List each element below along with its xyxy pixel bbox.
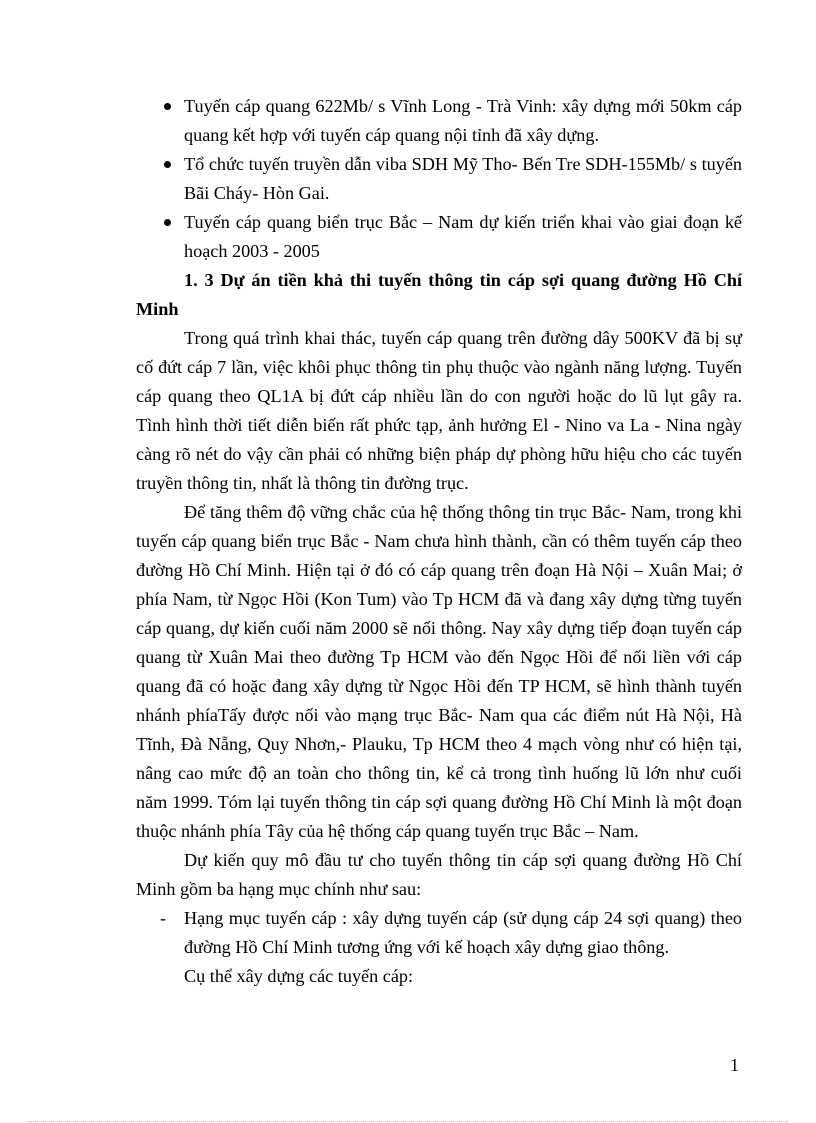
paragraph: Trong quá trình khai thác, tuyến cáp quang trên đường dây 500KV đã bị sự cố đứt cáp 7 lần, việc khôi phục thông tin phụ thuộc vào ngành năng lượng. Tuyến cáp quang theo QL1A bị đứt cáp nhiều lần do con người hoặc do lũ lụt gây ra. Tình hình thời tiết diễn biến rất phức tạp, ảnh hưởng El - Nino va La - Nina ngày càng rõ nét do vậy cần phải có những biện pháp dự phòng hữu hiệu cho các tuyến truyền thông tin, nhất là thông tin đường trục. [136,328,742,493]
bullet-text: Tuyến cáp quang 622Mb/ s Vĩnh Long - Trà Vinh: xây dựng mới 50km cáp quang kết hợp với tuyến cáp quang nội tỉnh đã xây dựng. [184,96,742,145]
bullet-dot-icon [164,103,171,110]
section-heading: 1. 3 Dự án tiền khả thi tuyến thông tin cáp sợi quang đường Hồ Chí Minh [136,270,742,319]
sub-line: Cụ thể xây dựng các tuyến cáp: [184,966,414,986]
bullet-item [136,208,742,266]
page-bottom-rule [28,1121,788,1122]
page-content [136,92,742,991]
bullet-dot-icon [164,219,171,226]
dash-item-text: Hạng mục tuyến cáp : xây dựng tuyến cáp (sử dụng cáp 24 sợi quang) theo đường Hồ Chí Minh tương ứng với kế hoạch xây dựng giao thông. [184,908,742,957]
paragraph: Để tăng thêm độ vững chắc của hệ thống thông tin trục Bắc- Nam, trong khi tuyến cáp quang biển trục Bắc - Nam chưa hình thành, cần có thêm tuyến cáp theo đường Hồ Chí Minh. Hiện tại ở đó có cáp quang trên đoạn Hà Nội – Xuân Mai; ở phía Nam, từ Ngọc Hồi (Kon Tum) vào Tp HCM đã và đang xây dựng từng tuyến cáp quang, dự kiến cuối năm 2000 sẽ nối thông. Nay xây dựng tiếp đoạn tuyến cáp quang từ Xuân Mai theo đường Tp HCM vào đến Ngọc Hồi để nối liền với cáp quang đã có hoặc đang xây dựng từ Ngọc Hồi đến TP HCM, sẽ hình thành tuyến nhánh phíaTấy được nối vào mạng trục Bắc- Nam qua các điểm nút Hà Nội, Hà Tĩnh, Đà Nẵng, Quy Nhơn,- Plauku, Tp HCM theo 4 mạch vòng như có hiện tại, nâng cao mức độ an toàn cho thông tin, kể cả trong tình huống lũ lớn như cuối năm 1999. Tóm lại tuyến thông tin cáp sợi quang đường Hồ Chí Minh là một đoạn thuộc nhánh phía Tây của hệ thống cáp quang tuyến trục Bắc – Nam. [136,502,742,841]
bullet-item [136,92,742,150]
bullet-item [136,150,742,208]
dash-list-item [136,904,742,962]
paragraph: Dự kiến quy mô đầu tư cho tuyến thông tin cáp sợi quang đường Hồ Chí Minh gồm ba hạng mục chính như sau: [136,850,742,899]
bullet-dot-icon [164,161,171,168]
page-number: 1 [730,1055,739,1075]
bullet-text: Tuyến cáp quang biển trục Bắc – Nam dự kiến triển khai vào giai đoạn kế hoạch 2003 - 2005 [184,212,742,261]
dash-marker: - [160,908,167,928]
bullet-text: Tổ chức tuyến truyền dẫn viba SDH Mỹ Tho- Bến Tre SDH-155Mb/ s tuyến Bãi Cháy- Hòn Gai. [184,154,742,203]
